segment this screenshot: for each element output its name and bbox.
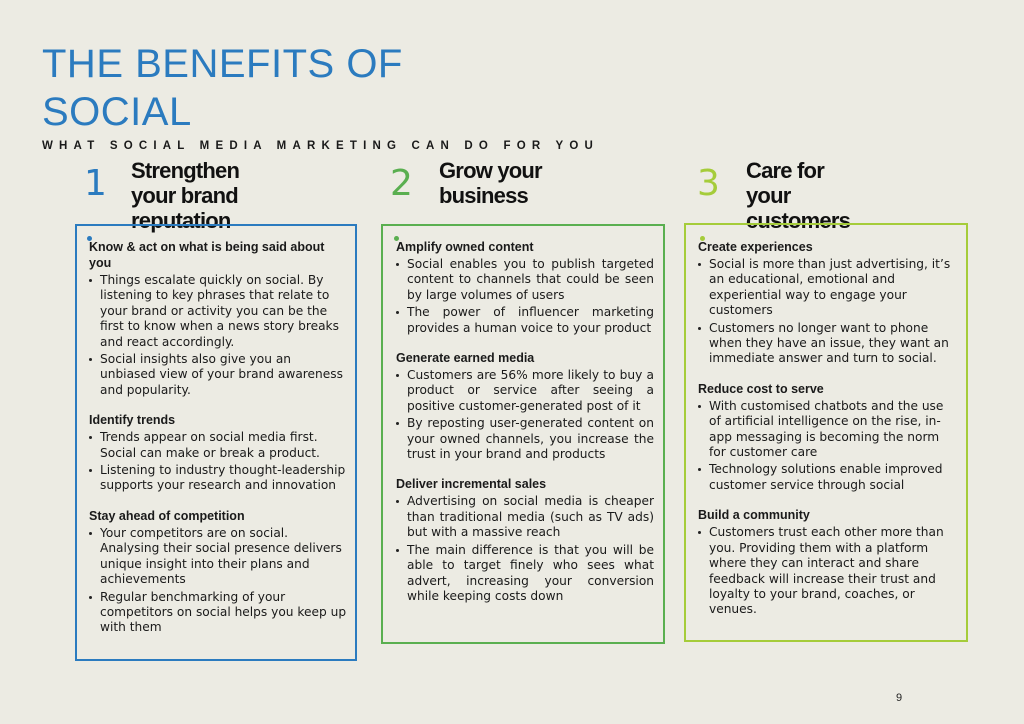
- section-title: Reduce cost to serve: [698, 381, 824, 396]
- column-1-content: [89, 239, 347, 650]
- section-title: Amplify owned content: [396, 240, 534, 254]
- column-3-heading: Care for your customers: [746, 158, 851, 233]
- list-item: Trends appear on social media first. Social can make or break a product.: [89, 430, 347, 461]
- page-subtitle: WHAT SOCIAL MEDIA MARKETING CAN DO FOR YOU: [42, 140, 600, 152]
- column-1-heading: Strengthen your brand reputation: [131, 158, 240, 233]
- list-item: Things escalate quickly on social. By listening to key phrases that relate to your brand or activity you can be the first to know when a news story breaks and react accordingly.: [89, 273, 347, 350]
- column-1-number: 1: [84, 163, 107, 204]
- section-title: Know & act on what is being said about you: [89, 240, 325, 270]
- list-item: Social is more than just advertising, it’s an educational, emotional and experiential way to engage your customers: [698, 257, 956, 319]
- column-2-number: 2: [390, 163, 413, 204]
- section-title: Generate earned media: [396, 351, 535, 366]
- section-title: Create experiences: [698, 240, 813, 254]
- section-title: Build a community: [698, 508, 810, 523]
- list-item: Regular benchmarking of your competitors on social helps you keep up with them: [89, 590, 347, 636]
- list-item: Advertising on social media is cheaper than traditional media (such as TV ads) but with a massive reach: [396, 494, 654, 540]
- list-item: Listening to industry thought-leadership supports your research and innovation: [89, 463, 347, 494]
- column-2-heading: Grow your business: [439, 158, 542, 208]
- column-3-content: [698, 239, 956, 632]
- list-item: By reposting user-generated content on your owned channels, you increase the trust in your brand and products: [396, 416, 654, 462]
- page-number: 9: [896, 692, 903, 704]
- list-item: With customised chatbots and the use of artificial intelligence on the rise, in-app messaging is becoming the norm for customer care: [698, 399, 956, 461]
- list-item: Customers trust each other more than you. Providing them with a platform where they can interact and share feedback will increase their trust and loyalty to your brand, coaches, or venues.: [698, 525, 956, 617]
- section-title: Deliver incremental sales: [396, 477, 547, 492]
- list-item: Your competitors are on social. Analysing their social presence delivers unique insight into their plans and achievements: [89, 526, 347, 588]
- list-item: Social enables you to publish targeted content to channels that could be seen by large volumes of users: [396, 257, 654, 303]
- list-item: Customers are 56% more likely to buy a product or service after seeing a positive customer-generated post of it: [396, 368, 654, 414]
- list-item: The power of influencer marketing provides a human voice to your product: [396, 305, 654, 336]
- list-item: Social insights also give you an unbiased view of your brand awareness and popularity.: [89, 352, 347, 398]
- list-item: The main difference is that you will be able to target finely who sees what advert, increasing your conversion while keeping costs down: [396, 543, 654, 605]
- list-item: Technology solutions enable improved customer service through social: [698, 462, 956, 493]
- column-2-content: [396, 239, 654, 618]
- section-title: Identify trends: [89, 413, 176, 428]
- page-title: THE BENEFITS OF SOCIAL: [42, 42, 403, 134]
- column-3-number: 3: [697, 163, 720, 204]
- section-title: Stay ahead of competition: [89, 508, 245, 523]
- list-item: Customers no longer want to phone when they have an issue, they want an immediate answer and turn to social.: [698, 321, 956, 367]
